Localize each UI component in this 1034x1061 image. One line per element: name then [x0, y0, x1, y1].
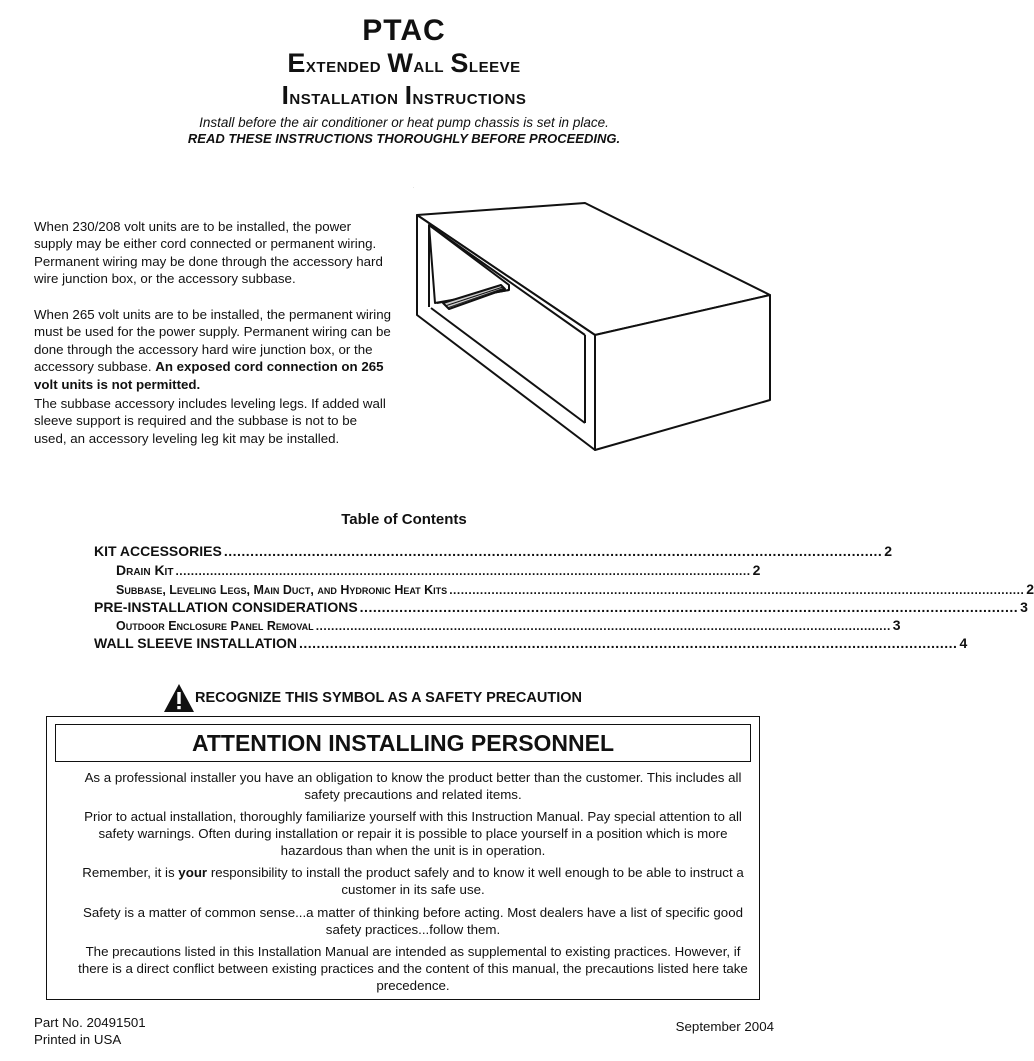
toc-entry[interactable]: Outdoor Enclosure Panel Removal ...................................................................................................................................................... 3 [116, 617, 901, 633]
attention-box [46, 716, 760, 1000]
attention-paragraph-2: Prior to actual installation, thoroughly familiarize yourself with this Instruction Manual. Pay special attention to all safety warnings. Often during installation or repair it is possible to place yourself in a position which is more hazardous than when the unit is in operation. [84, 809, 742, 859]
intro-paragraph-2: When 265 volt units are to be installed, the permanent wiring must be used for the power supply. Permanent wiring can be done through the accessory hard wire junction box, or the accessory subbase. An exposed cord connection on 265 volt units is not permitted. [34, 307, 392, 392]
safety-symbol-line [163, 683, 582, 713]
attention-paragraph-3: Remember, it is your responsibility to install the product safely and to know it well enough to be able to instruct a customer in its safe use. [82, 865, 744, 898]
attention-paragraph-1: As a professional installer you have an obligation to know the product better than the customer. This includes all safety precautions and related items. [84, 770, 742, 803]
attention-title: ATTENTION INSTALLING PERSONNEL [55, 724, 751, 762]
document-type-line: Installation Instructions [281, 80, 527, 110]
toc-entry[interactable]: KIT ACCESSORIES ...................................................................................................................................................... 2 [94, 543, 893, 559]
svg-text:.: . [413, 184, 415, 189]
toc-entry[interactable]: Drain Kit ...................................................................................................................................................... 2 [116, 562, 761, 578]
attention-paragraph-5: The precautions listed in this Installation Manual are intended as supplemental to existing practices. However, if there is a direct conflict between existing practices and the content of this manual, the precautions listed here take precedence. [78, 944, 748, 994]
warning-triangle-icon [163, 683, 195, 713]
intro-paragraph-3: The subbase accessory includes leveling legs. If added wall sleeve support is required and the subbase is not to be used, an accessory leveling leg kit may be installed. [34, 396, 386, 446]
wall-sleeve-illustration [405, 185, 775, 455]
toc-entry[interactable]: Subbase, Leveling Legs, Main Duct, and Hydronic Heat Kits ...................................................................................................................................................... 2 [116, 581, 1034, 597]
printed-in: Printed in USA [34, 1032, 122, 1047]
install-note: Install before the air conditioner or heat pump chassis is set in place. [199, 115, 609, 130]
document-subtitle-line: Extended Wall Sleeve [287, 48, 521, 78]
toc-entry[interactable]: WALL SLEEVE INSTALLATION ...................................................................................................................................................... 4 [94, 635, 968, 651]
toc-title: Table of Contents [341, 511, 467, 528]
read-warning: READ THESE INSTRUCTIONS THOROUGHLY BEFORE PROCEEDING. [187, 131, 621, 146]
attention-paragraph-4: Safety is a matter of common sense...a matter of thinking before acting. Most dealers have a list of specific good safety practices...follow them. [82, 905, 743, 938]
publication-date: September 2004 [675, 1019, 774, 1034]
document-title: PTAC [362, 14, 446, 47]
part-number: Part No. 20491501 [34, 1015, 146, 1030]
safety-symbol-text: RECOGNIZE THIS SYMBOL AS A SAFETY PRECAUTION [195, 690, 582, 706]
intro-paragraph-1: When 230/208 volt units are to be installed, the power supply may be either cord connected or permanent wiring. Permanent wiring may be done through the accessory hard wire junction box, or the accessory subbase. [34, 219, 383, 287]
toc-entry[interactable]: PRE-INSTALLATION CONSIDERATIONS ...................................................................................................................................................... 3 [94, 599, 1028, 615]
